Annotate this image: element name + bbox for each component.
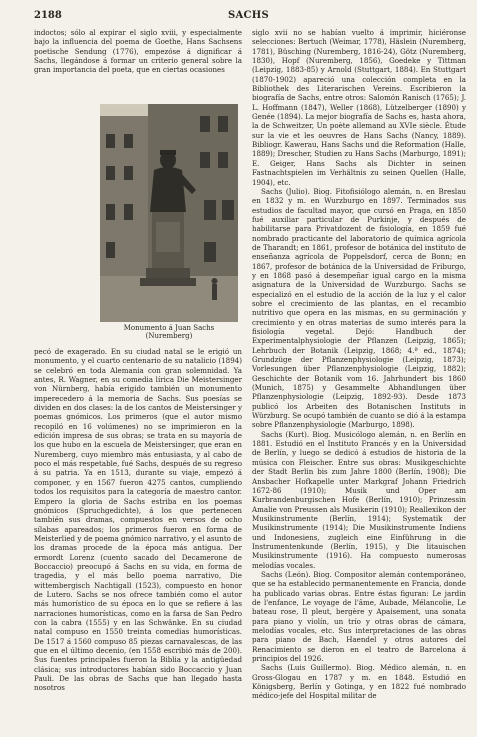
paragraph: indoctos; sólo al expirar el siglo xviii, y especialmente bajo la influencia del poema de Goethe, Hans Sachsens poetische Sendung (1776), empezóse á dignificar á Sachs, llegándose á formar un criterio general sobre la gran importancia del poeta, que en ciertas ocasiones [34,28,242,75]
paragraph: pecó de exagerado. En su ciudad natal se le erigió un monumento, y el cuarto centenario de su natalicio (1894) se celebró en toda Alemania con gran solemnidad. Ya antes, R. Wagner, en su comedia lírica Die Meistersinger von Nürnberg, había erigido también un monumento imperecedero á la memoria de Sachs. Sus poesías se dividen en dos clases: la de los cantos de Meistersinger y poemas gnómicos. Los primeros (que el autor mismo recopiló en 16 volúmenes) no se imprimieron en la edición impresa de sus obras; se trata en su mayoría de los que hubo en la escuela de Meistersinger, que eran en Nuremberg, cuyo miembro más entusiasta, y al cabo de poco el más respetable, fué Sachs, después de su regreso á su patria. Ya en 1513, durante su viaje, empezó á componer, y en 1567 fueron 4275 cantos, cumpliendo todos los requisitos para la categoría de maestro cantor. Empero la gloria de Sachs estriba en los poemas gnómicos (Spruchgedichte), á los que pertenecen también sus dramas, compuestos en versos de ocho sílabas apareados; los primeros fueron en forma de Meisterlied y de poema gnómico narrativo, y el asunto de los dramas procede de la época más antigua. Der ermordt Lorenz (cuento sacado del Decamerone de Boccaccio) preocupó á Sachs en su vida, en forma de tragedia, y el más bello poema narrativo, Die wittembergisch Nachtigall (1523), compuesto en honor de Lutero. Sachs se nos ofrece también como el autor más humorístico de su época en lo que se refiere á las narraciones humorísticas, como en la farsa de San Pedro con la cabra (1555) y en las Schwänke. En su ciudad natal compuso en 1550 treinta comedias humorísticas. De 1517 á 1560 compuso 85 piezas carnavalescas, de las que en el último decenio, (en 1558 escribió más de 200). Sus fuentes principales fueron la Biblia y la antigüedad clásica; sus introductores habían sido Boccaccio y Juan Pauli. De las obras de Sachs que han llegado hasta nosotros [34,347,242,693]
left-column-top [34,28,242,75]
running-head: SACHS [227,10,270,21]
left-column-bottom [34,347,242,693]
monument-photo [100,104,238,322]
page-header [34,4,463,22]
entry-julio: Sachs (Julio). Biog. Fitofisiólogo alemán, n. en Breslau en 1832 y m. en Wurzburgo en 1897. Terminados sus estudios de facultad mayor, que cursó en Praga, en 1850 fué auxiliar particular de Purkinje, y después de habilitarse para Privatdozent de fisiología, en 1859 fué nombrado practicante del laboratorio de química agrícola de Tharandt; en 1861, profesor de botánica del instituto de enseñanza agrícola de Poppelsdorf, cerca de Bonn; en 1867, profesor de botánica de la Universidad de Friburgo, y en 1868 pasó á desempeñar igual cargo en la misma asignatura de la Universidad de Wurzburgo. Sachs se especializó en el estudio de la acción de la luz y el calor sobre el crecimiento de las plantas, en el recambio nutritivo que opera en las mismas, en su germinación y crecimiento y en otras materias de sumo interés para la fisiología vegetal. Dejó: Handbuch der Experimentalphysiologie der Pflanzen (Leipzig, 1865); Lehrbuch der Botanik (Leipzig, 1868; 4.ª ed., 1874); Grundzüge der Pflanzenphysiologie (Leipzig, 1873); Vorlesungen über Pflanzenphysiologie (Leipzig, 1882); Geschichte der Botanik vom 16. Jahrhundert bis 1860 (Munich, 1875) y Gesammelte Abhandlungen über Pflanzenphysiologie (Leipzig, 1892-93). Desde 1873 publicó los Arbeiten des Botanischen Instituts in Würzburg. Se ocupó también de cuanto se dió á la estampa sobre Pflanzenphysiologie (Marburgo, 1898). [252,186,466,430]
entry-kurt: Sachs (Kurt). Biog. Musicólogo alemán, n. en Berlín en 1881. Estudió en el Instituto Francés y en la Universidad de Berlín, y luego se dedicó á estudios de historia de la música con Fleischer. Entre sus obras: Musikgeschichte der Stadt Berlin bis zum Jahre 1800 (Berlín, 1908); Die Ansbacher Hofkapelle unter Markgraf Johann Friedrich 1672-86 (1910); Musik und Oper am Kurbrandenburgischen Hofe (Berlín, 1910); Prinzessin Amalie von Preussen als Musikerin (1910); Reallexikon der Musikinstrumente (Berlín, 1914); Systematik der Musikinstrumente (1914); Die Musikinstrumente Indiens und Indonesiens, zugleich eine Einführung in die Instrumentenkunde (Berlín, 1915), y Die litauischen Musikinstrumente (1916). Ha compuesto numerosas melodías vocales. [252,429,466,570]
paragraph: siglo xvii no se habían vuelto á imprimir, hiciéronse selecciones: Bertuch (Weimar, 1778), Häslein (Nuremberg, 1781), Büsching (Nuremberg, 1816-24), Götz (Nuremberg, 1830), Hopf (Nuremberg, 1856), Goedeke y Tittman (Leipzig, 1883-85) y Arnold (Stuttgart, 1884). En Stuttgart (1870-1902) apareció una colección completa en la Bibliothek des Literarischen Vereins. Escribieron la biografía de Sachs, entre otros: Salomón Ranisch (1765); J. L. Hoffmann (1847), Weller (1868), Lützelberger (1890) y Genée (1894). La mejor biografía de Sachs es, hasta ahora, la de Schweitzer, Un poète allemand au XVIe siècle. Étude sur la vie et les oeuvres de Hans Sachs (Nancy, 1889). Bibliogr. Kawerau, Hans Sachs und die Reformation (Halle, 1889); Drescher, Studien zu Hans Sachs (Marburgo, 1891); E. Geiger, Hans Sachs als Dichter in seinen Fastnachtspielen im Verhältnis zu seinen Quellen (Halle, 1904), etc. [252,28,467,187]
right-column [252,28,466,701]
figure-caption: Monumento á Juan Sachs (Nuremberg) [123,324,215,340]
page-number: 2188 [34,10,62,21]
entry-luis-guillermo: Sachs (Luis Guillermo). Biog. Médico alemán, n. en Gross-Glogau en 1787 y m. en 1848. Estudió en Königsberg, Berlín y Gotinga, y en 1822 fué nombrado médico-jefe del Hospital militar de [252,663,466,701]
entry-leon: Sachs (León). Biog. Compositor alemán contemporáneo, que se ha establecido permanentemente en Francia, donde ha publicado varias obras. Entre éstas figuran: Le jardin de l'enfance, Le voyage de l'âme, Aubade, Mélancolie, Le bateau rose, Il pleut, bergère y Apaisement, una sonata para piano y violín, un trío y otras obras de cámara, melodías vocales, etc. Sus interpretaciones de las obras para piano de Bach, Haendel y otros autores del Renacimiento se dieron en el teatro de Barcelona á principios del 1926. [252,569,466,664]
